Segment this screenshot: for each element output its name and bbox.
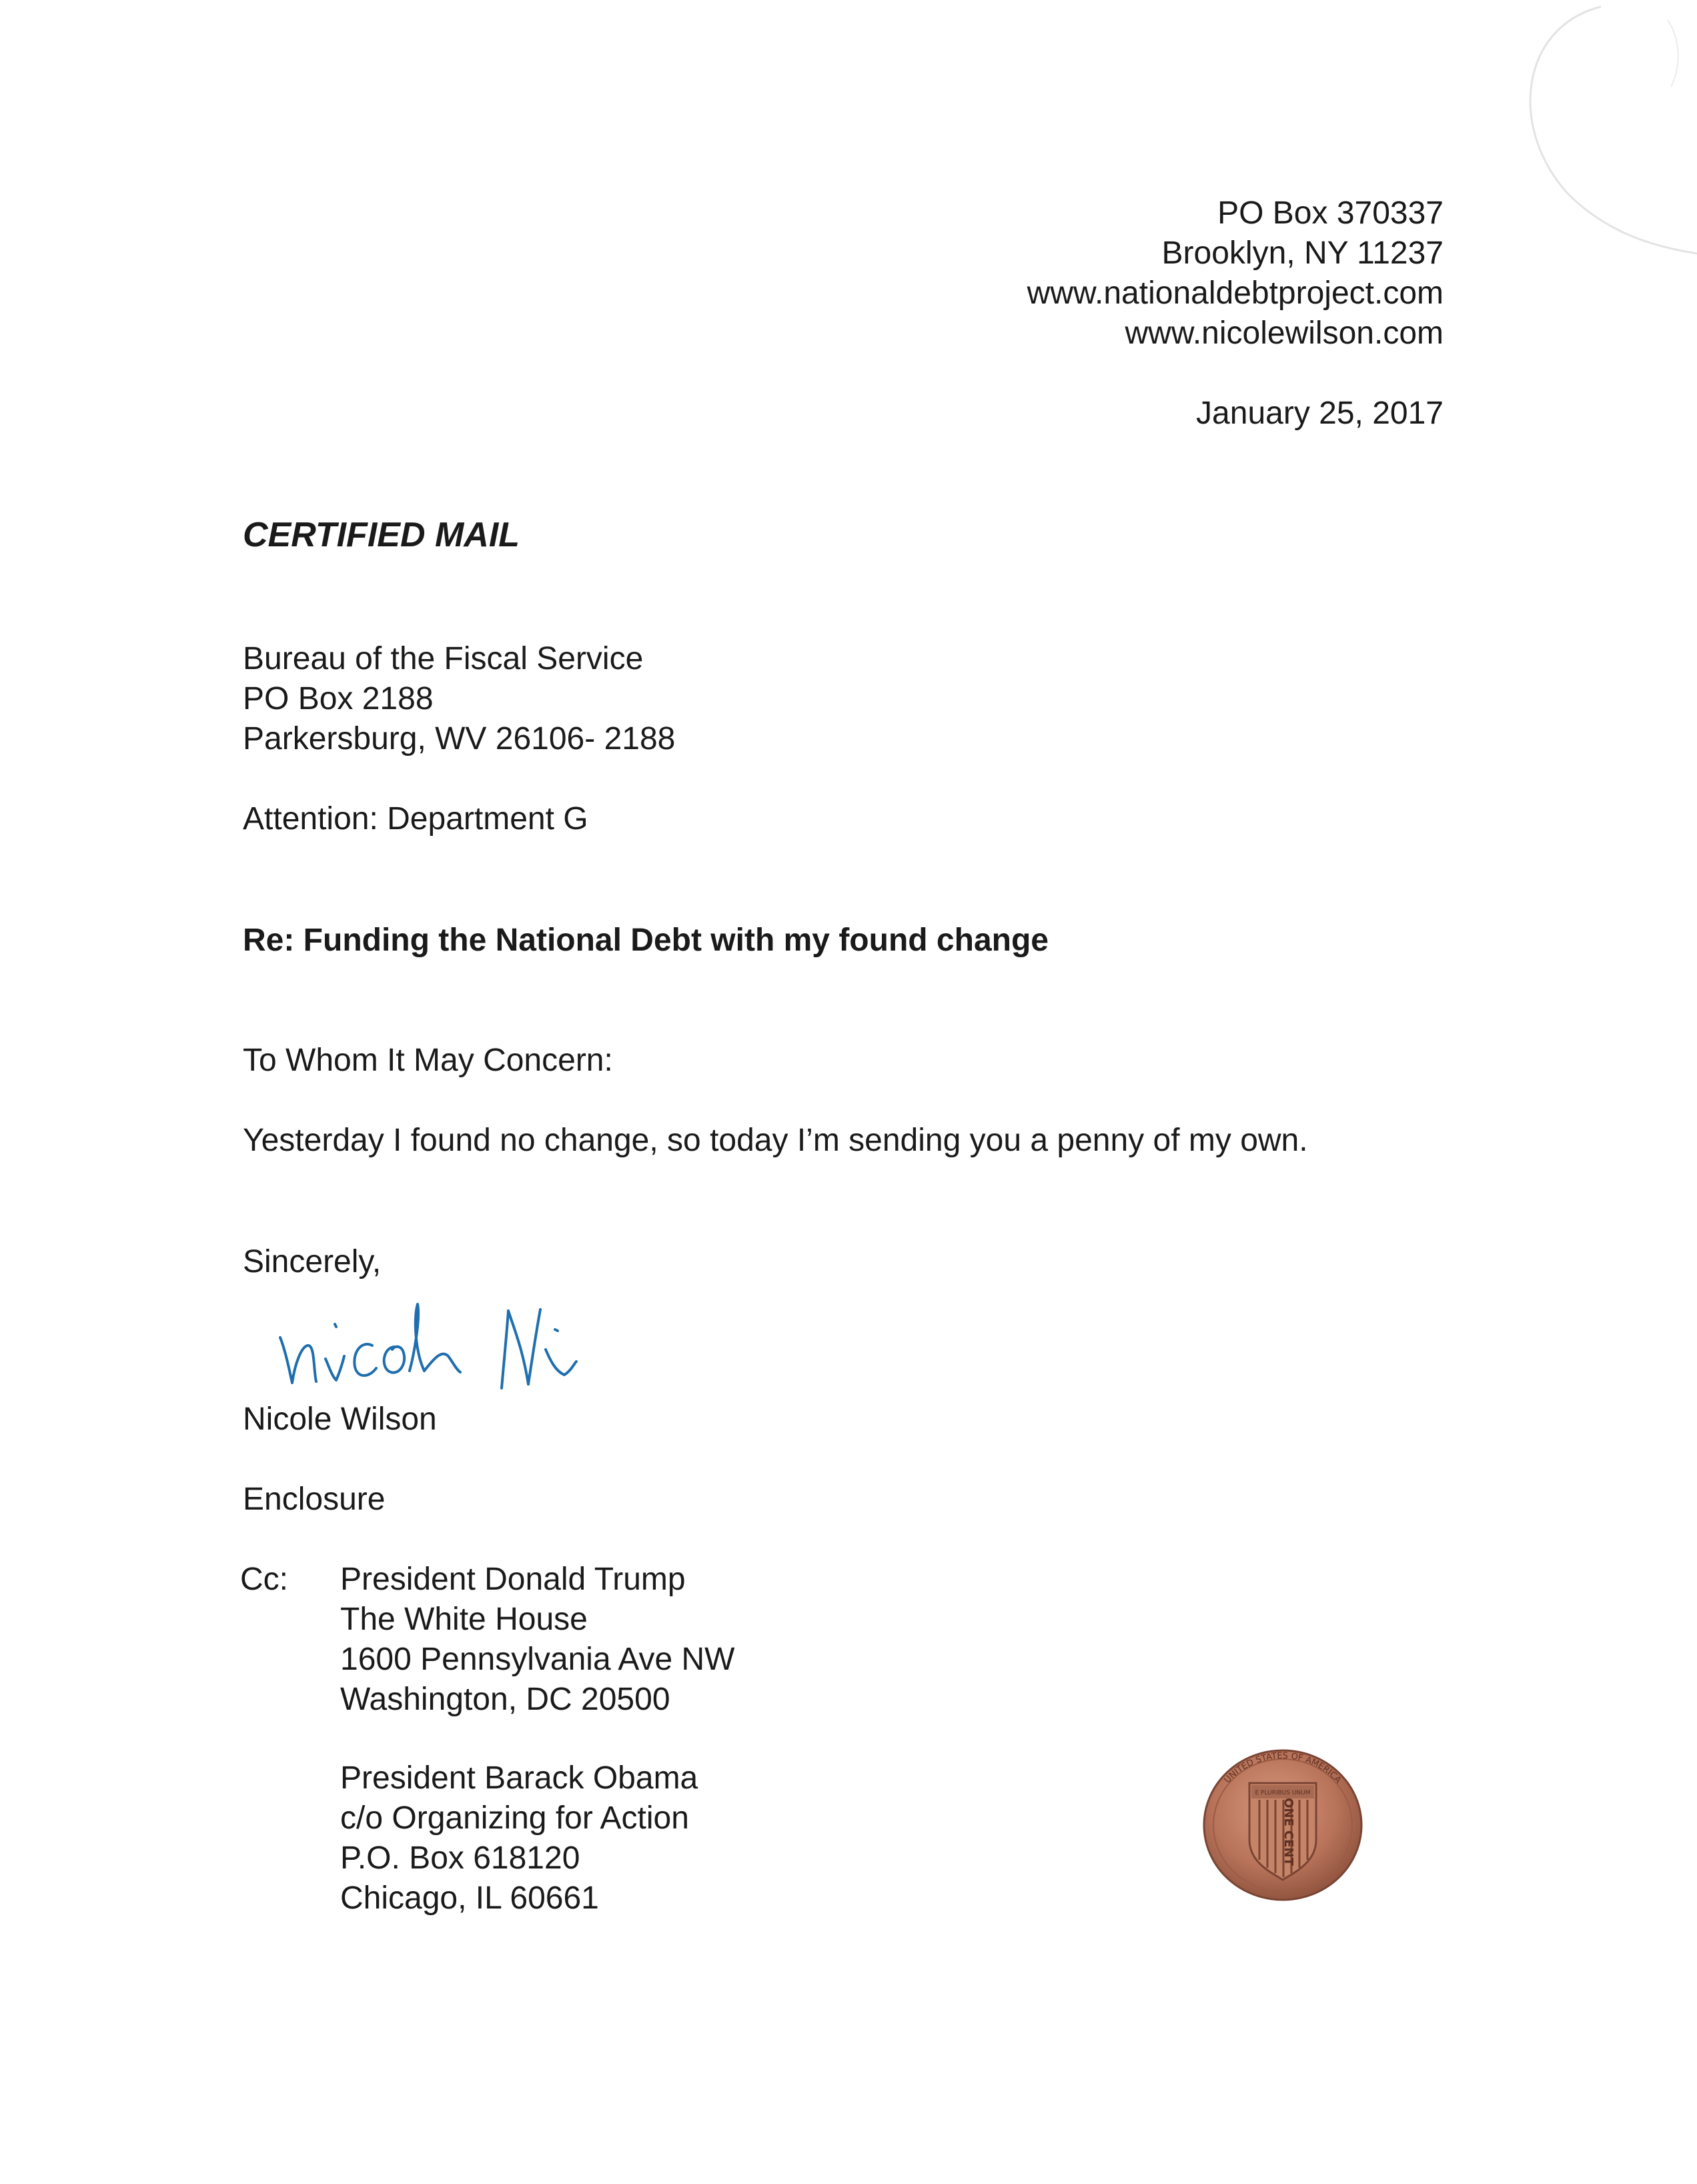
cc-address-line: The White House — [340, 1602, 588, 1637]
letter-date: January 25, 2017 — [1196, 396, 1444, 431]
closing: Sincerely, — [243, 1244, 382, 1279]
recipient-address-line: PO Box 2188 — [243, 681, 434, 716]
recipient-address-line: Bureau of the Fiscal Service — [243, 641, 644, 676]
certified-mail-heading: CERTIFIED MAIL — [243, 516, 520, 554]
cc-label: Cc: — [240, 1562, 288, 1597]
sender-address-line: PO Box 370337 — [1217, 195, 1444, 231]
sender-website-link[interactable]: www.nationaldebtproject.com — [1027, 276, 1444, 311]
attention-line: Attention: Department G — [243, 801, 588, 837]
letter-body: Yesterday I found no change, so today I’m sending you a penny of my own. — [243, 1123, 1308, 1158]
cc-recipient — [340, 1560, 734, 1720]
penny-rim-text: UNITED STATES OF AMERICA — [1222, 1750, 1343, 1786]
cc-address-line: P.O. Box 618120 — [340, 1840, 580, 1876]
sender-address-line: Brooklyn, NY 11237 — [1161, 235, 1444, 271]
cc-address-line: c/o Organizing for Action — [340, 1800, 689, 1836]
sender-website-link[interactable]: www.nicolewilson.com — [1125, 316, 1444, 351]
cc-address-line: Washington, DC 20500 — [340, 1682, 670, 1717]
penny-value-text: ONE CENT — [1281, 1798, 1295, 1866]
salutation: To Whom It May Concern: — [243, 1043, 613, 1078]
recipient-address — [243, 639, 675, 759]
enclosure-note: Enclosure — [243, 1482, 386, 1517]
cc-recipient — [340, 1758, 698, 1919]
subject-line: Re: Funding the National Debt with my found change — [243, 923, 1049, 958]
penny-coin-image — [1186, 1746, 1379, 1904]
sender-address — [710, 193, 1444, 354]
cc-address-line: 1600 Pennsylvania Ave NW — [340, 1642, 735, 1677]
recipient-address-line: Parkersburg, WV 26106- 2188 — [243, 721, 676, 756]
cc-address-line: President Barack Obama — [340, 1760, 698, 1796]
penny-motto: E PLURIBUS UNUM — [1255, 1790, 1311, 1796]
signer-name: Nicole Wilson — [243, 1402, 437, 1437]
cc-address-line: Chicago, IL 60661 — [340, 1880, 599, 1916]
handwritten-signature — [267, 1271, 667, 1404]
cc-address-line: President Donald Trump — [340, 1562, 686, 1597]
